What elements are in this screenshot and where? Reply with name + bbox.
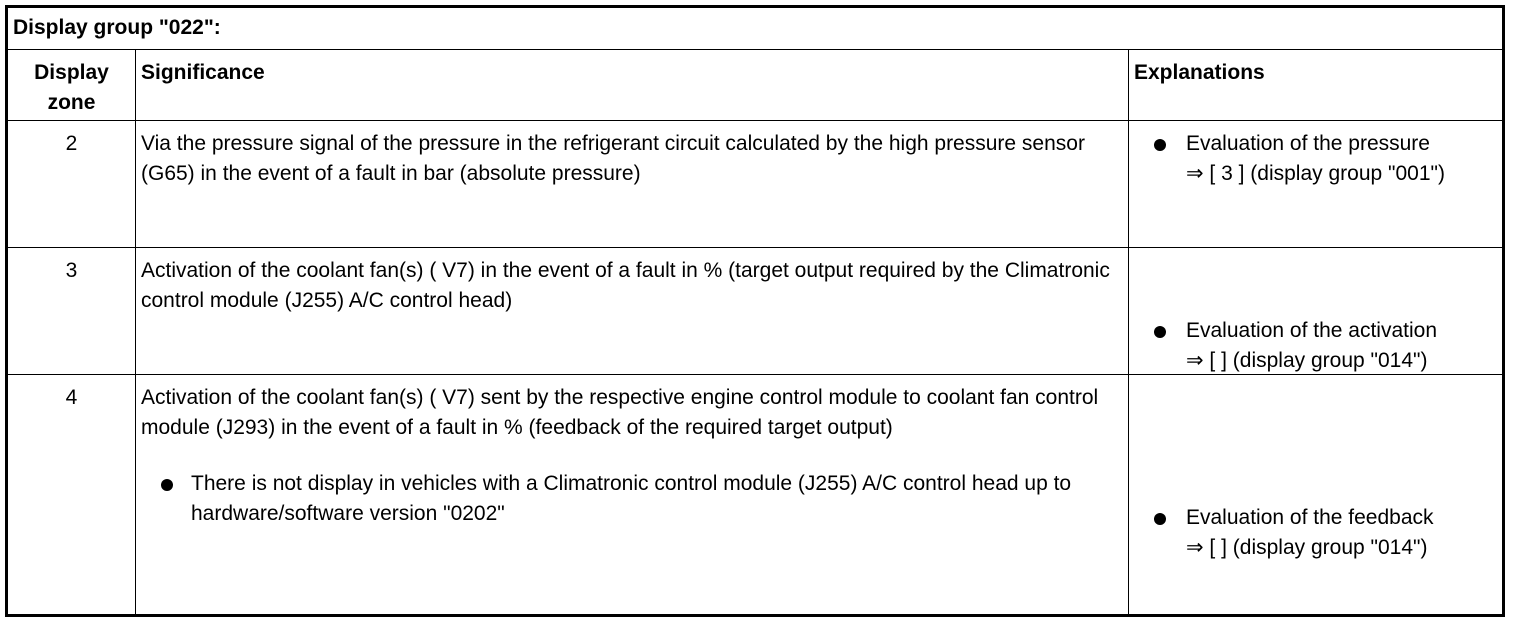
bullet-icon xyxy=(1154,513,1166,525)
row-1-significance: Via the pressure signal of the pressure in the refrigerant circuit calculated by the high pressure sensor (G65) in the event of a fault in bar (absolute pressure) xyxy=(141,132,1085,185)
row-3-significance-note xyxy=(141,469,1101,529)
row-3-significance-note-text: There is not display in vehicles with a Climatronic control module (J255) A/C control head up to hardware/software version "0202" xyxy=(191,472,1072,525)
bullet-icon xyxy=(1154,326,1166,338)
row-2-explanation-line1: Evaluation of the activation xyxy=(1186,319,1437,342)
row-1-explanation xyxy=(1134,129,1506,189)
header-display-zone xyxy=(8,58,135,118)
bullet-icon xyxy=(1154,139,1166,151)
header-zone-line2: zone xyxy=(47,91,96,114)
row-2-explanation-line2: ⇒ [ ] (display group "014") xyxy=(1186,349,1428,372)
row-1-explanation-line2: ⇒ [ 3 ] (display group "001") xyxy=(1186,162,1445,185)
row-1-zone: 2 xyxy=(65,132,78,155)
row-1-explanation-line1: Evaluation of the pressure xyxy=(1186,132,1430,155)
row-3-explanation-line1: Evaluation of the feedback xyxy=(1186,506,1434,529)
row-3-significance: Activation of the coolant fan(s) ( V7) sent by the respective engine control module to coolant fan control module (J293) in the event of a fault in % (feedback of the required target output) xyxy=(141,386,1099,439)
column-divider-2 xyxy=(1128,50,1129,614)
display-group-table xyxy=(5,5,1505,617)
header-divider xyxy=(8,120,1502,121)
row-2-significance: Activation of the coolant fan(s) ( V7) in the event of a fault in % (target output required by the Climatronic control module (J255) A/C control head) xyxy=(141,259,1110,312)
header-significance: Significance xyxy=(141,61,265,84)
bullet-icon xyxy=(161,479,173,491)
row-3-explanation-line2: ⇒ [ ] (display group "014") xyxy=(1186,536,1428,559)
row-divider-1 xyxy=(8,247,1502,248)
column-divider-1 xyxy=(135,50,136,614)
row-2-explanation xyxy=(1134,316,1506,376)
row-3-zone: 4 xyxy=(65,386,78,409)
row-3-explanation xyxy=(1134,503,1506,563)
row-2-zone: 3 xyxy=(65,259,78,282)
header-zone-line1: Display xyxy=(34,61,109,84)
header-explanations: Explanations xyxy=(1134,61,1265,84)
row-3-significance-cell xyxy=(141,383,1101,529)
table-title: Display group "022": xyxy=(8,8,1502,50)
